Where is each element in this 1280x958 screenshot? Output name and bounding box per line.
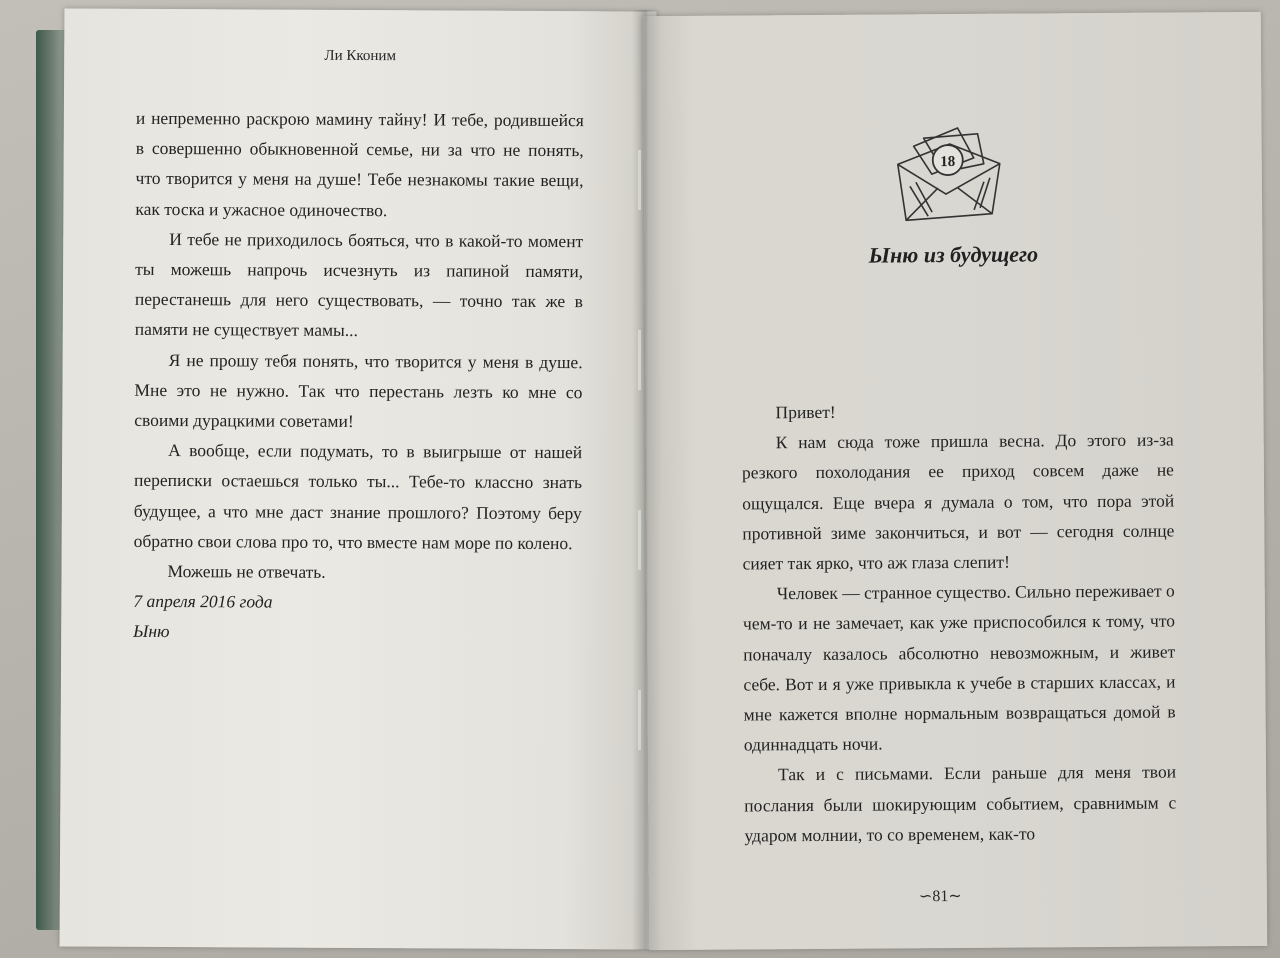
envelope-letters-icon [887,116,1008,237]
page-number [919,886,962,906]
letter-date: 7 апреля 2016 года [133,591,273,612]
paragraph: А вообще, если подумать, то в выигрыше от нашей переписки остаешься только ты... Тебе-то классно знать будущее, а что мне даст знание прошлого? Поэтому беру обратно свои слова про то, что вместе нам море по колено. [133,440,583,553]
left-page-text [133,103,584,649]
paragraph: Можешь не отвечать. [167,561,326,582]
ornament-right: ∼ [948,887,962,906]
binding-stitch [638,330,641,390]
left-page [60,8,657,949]
chapter-title: Ыню из будущего [868,241,1039,268]
binding-stitch [638,690,641,750]
ornament-left: ∽ [918,888,933,906]
paragraph: Человек — странное существо. Сильно переживает о чем-то и не замечает, как уже приспособился к тому, что поначалу казалось абсолютно невозможным, и живет себе. Вот и я уже привыкла к учебе в старших классах, и мне кажется вполне нормальным возвращаться домой в одиннадцать ночи. [742,580,1176,755]
right-page [643,12,1268,950]
right-page-text [741,394,1176,850]
page-number-value: 81 [932,888,949,906]
paragraph: и непременно раскрою мамину тайну! И тебе, родившейся в совершенно обыкновенной семье, ни за что не понять, что творится у меня на душе! Тебе незнакомы такие вещи, как тоска и ужасное одиночество. [135,107,584,220]
running-head: Ли Кконим [324,47,397,65]
letter-signature: Ыню [133,621,170,642]
chapter-number: 18 [940,153,956,171]
binding-stitch [638,150,641,210]
greeting: Привет! [775,401,836,423]
paragraph: Я не прошу тебя понять, что творится у меня в душе. Мне это не нужно. Так что перестань лезть ко мне со своими дурацкими советами! [134,349,583,432]
book-gutter [632,10,662,950]
paragraph: К нам сюда тоже пришла весна. До этого из-за резкого похолодания ее приход совсем даже не ощущался. Еще вчера я думала о том, что пора этой противной зиме закончиться, и вот — сегодня солнце сияет так ярко, что аж глаза слепит! [741,429,1175,574]
paragraph: И тебе не приходилось бояться, что в какой-то момент ты можешь напрочь исчезнуть из папиной памяти, перестанешь для него существовать, — точно так же в памяти не существует мамы... [134,228,584,341]
binding-stitch [638,510,641,570]
paragraph: Так и с письмами. Если раньше для меня твои послания были шокирующим событием, сравнимым с ударом молнии, то со временем, как-то [744,761,1177,846]
